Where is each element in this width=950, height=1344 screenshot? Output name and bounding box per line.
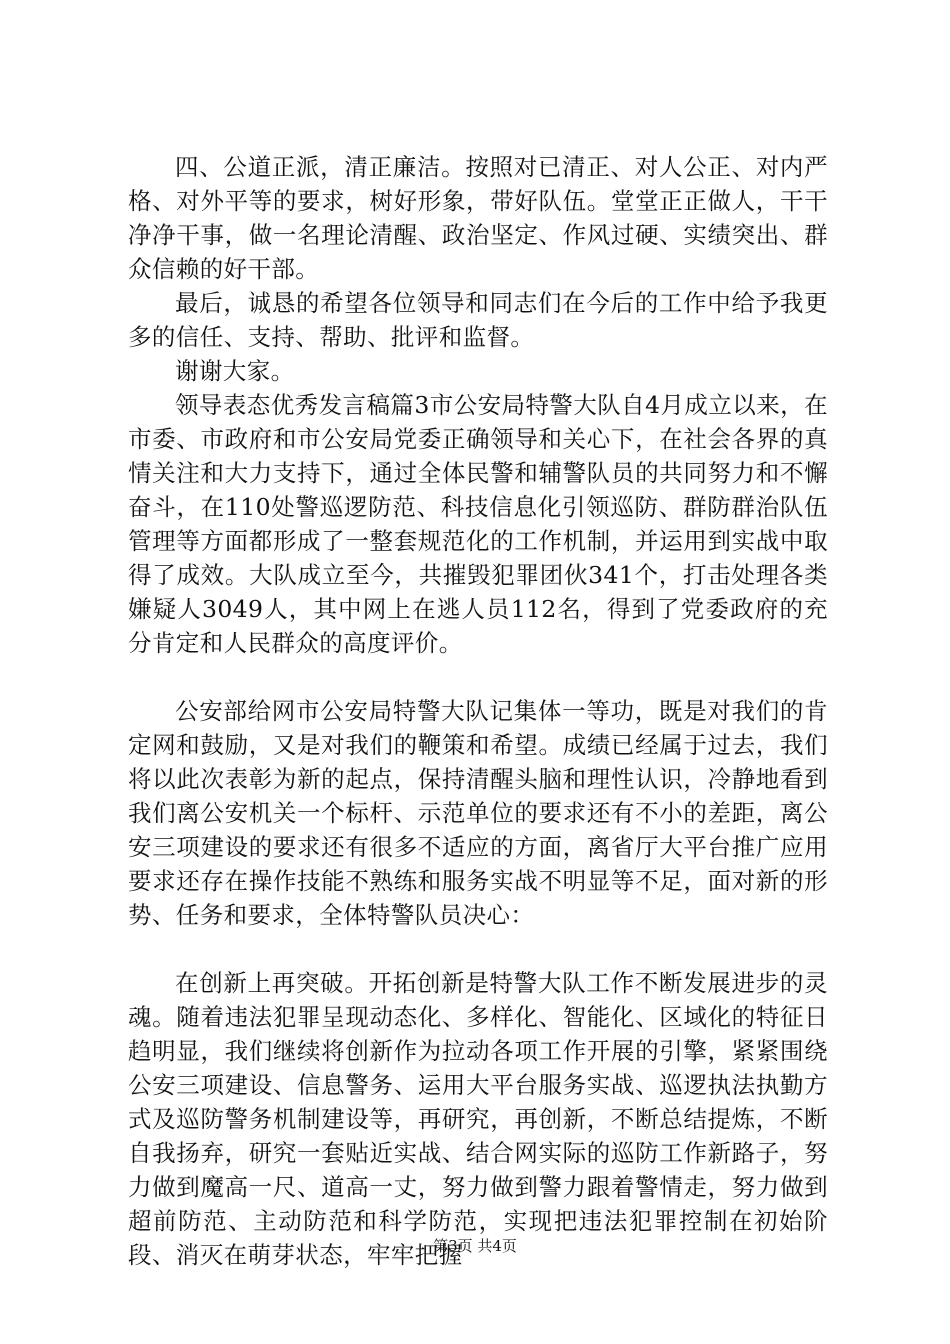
- paragraph-speech-3-intro: 领导表态优秀发言稿篇3市公安局特警大队自4月成立以来，在市委、市政府和市公安局党委正确领导和关心下，在社会各界的真情关注和大力支持下，通过全体民警和辅警队员的共同努力和不懈奋斗，在110处警巡逻防范、科技信息化引领巡防、群防群治队伍管理等方面都形成了一整套规范化的工作机制，并运用到实战中取得了成效。大队成立至今，共摧毁犯罪团伙341个，打击处理各类嫌疑人3049人，其中网上在逃人员112名，得到了党委政府的充分肯定和人民群众的高度评价。: [128, 391, 828, 657]
- paragraph-commendation: 公安部给网市公安局特警大队记集体一等功，既是对我们的肯定网和鼓励，又是对我们的鞭策和希望。成绩已经属于过去，我们将以此次表彰为新的起点，保持清醒头脑和理性认识，冷静地看到我们离公安机关一个标杆、示范单位的要求还有不小的差距，离公安三项建设的要求还有很多不适应的方面，离省厅大平台推广应用要求还存在操作技能不熟练和服务实战不明显等不足，面对新的形势、任务和要求，全体特警队员决心：: [128, 697, 828, 929]
- page-footer: 第3页 共4页: [433, 1237, 517, 1255]
- paragraph-innovation: 在创新上再突破。开拓创新是特警大队工作不断发展进步的灵魂。随着违法犯罪呈现动态化、多样化、智能化、区域化的特征日趋明显，我们继续将创新作为拉动各项工作开展的引擎，紧紧围绕公安三项建设、信息警务、运用大平台服务实战、巡逻执法执勤方式及巡防警务机制建设等，再研究，再创新，不断总结提炼，不断自我扬弃，研究一套贴近实战、结合网实际的巡防工作新路子，努力做到魔高一尺、道高一丈，努力做到警力跟着警情走，努力做到超前防范、主动防范和科学防范，实现把违法犯罪控制在初始阶段、消灭在萌芽状态，牢牢把握: [128, 969, 828, 1269]
- paragraph-thanks: 谢谢大家。: [175, 357, 295, 385]
- paragraph-integrity: 四、公道正派，清正廉洁。按照对已清正、对人公正、对内严格、对外平等的要求，树好形象，带好队伍。堂堂正正做人，干干净净干事，做一名理论清醒、政治坚定、作风过硬、实绩突出、群众信赖的好干部。: [128, 153, 828, 283]
- paragraph-closing-request: 最后，诚恳的希望各位领导和同志们在今后的工作中给予我更多的信任、支持、帮助、批评和监督。: [128, 289, 828, 351]
- document-body: [128, 150, 828, 1272]
